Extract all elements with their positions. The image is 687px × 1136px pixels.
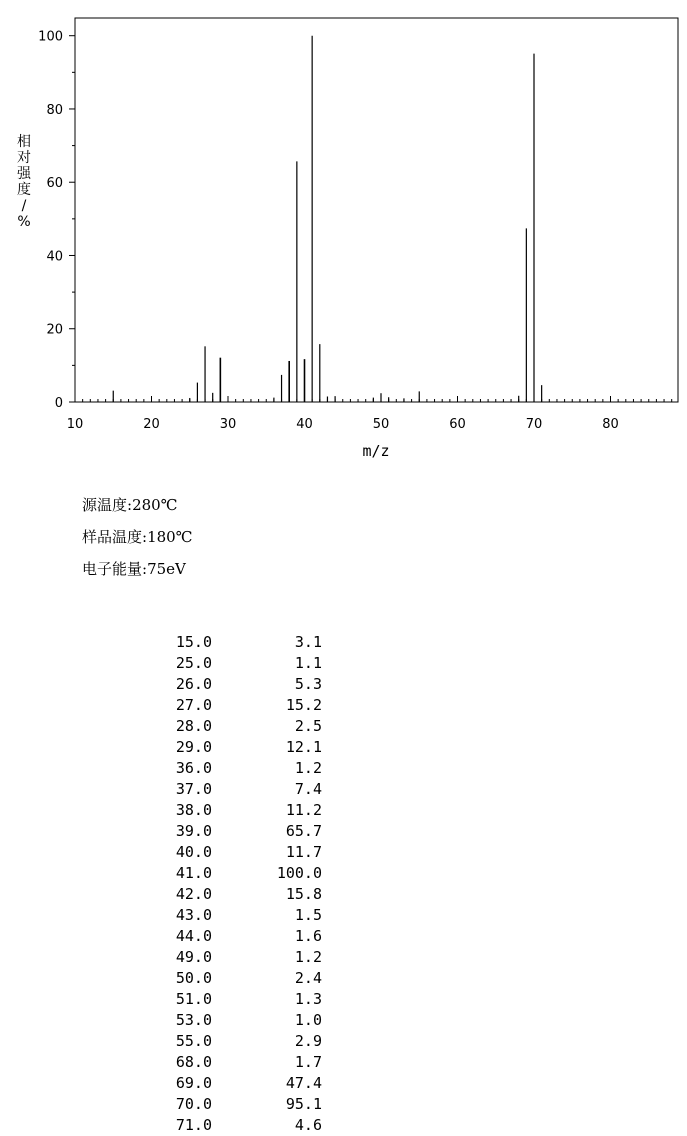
- abundance-cell: 2.5: [294, 717, 322, 735]
- abundance-cell: 4.6: [294, 1116, 322, 1134]
- y-axis: [38, 30, 75, 411]
- abundance-cell: 100.0: [276, 864, 322, 882]
- y-axis-label-char: 强: [17, 166, 31, 182]
- condition-electron-energy: 电子能量:75eV: [82, 560, 186, 578]
- abundance-cell: 7.4: [294, 780, 322, 798]
- y-tick-label: 80: [46, 102, 63, 118]
- abundance-cell: 15.8: [285, 885, 322, 903]
- table-row: [150, 632, 322, 653]
- mz-cell: 25.0: [175, 654, 212, 672]
- mz-cell: 39.0: [175, 822, 212, 840]
- table-row: [150, 1073, 322, 1094]
- condition-value: 75eV: [147, 560, 186, 578]
- table-row: [150, 842, 322, 863]
- abundance-cell: 1.2: [294, 948, 322, 966]
- table-row: [150, 989, 322, 1010]
- mz-cell: 68.0: [175, 1053, 212, 1071]
- abundance-cell: 11.2: [285, 801, 322, 819]
- mz-cell: 44.0: [175, 927, 212, 945]
- y-axis-label-char: 对: [17, 150, 31, 166]
- mz-cell: 42.0: [175, 885, 212, 903]
- mz-cell: 26.0: [175, 675, 212, 693]
- mz-cell: 27.0: [175, 696, 212, 714]
- table-row: [150, 716, 322, 737]
- spectrum-peaks: [113, 36, 541, 402]
- y-axis-label-char: 相: [17, 134, 31, 150]
- condition-sample-temperature: 样品温度:180℃: [82, 528, 193, 546]
- abundance-cell: 2.9: [294, 1032, 322, 1050]
- table-row: [150, 695, 322, 716]
- abundance-cell: 5.3: [294, 675, 322, 693]
- table-row: [150, 674, 322, 695]
- abundance-cell: 65.7: [285, 822, 322, 840]
- x-tick-label: 60: [449, 417, 466, 432]
- condition-value: 180℃: [147, 528, 193, 546]
- abundance-cell: 1.1: [294, 654, 322, 672]
- x-tick-label: 30: [219, 417, 237, 432]
- condition-value: 280℃: [132, 496, 178, 514]
- mass-spectrum-chart: [0, 0, 687, 470]
- plot-frame: [75, 18, 678, 402]
- mz-cell: 49.0: [175, 948, 212, 966]
- abundance-cell: 3.1: [294, 633, 322, 651]
- abundance-cell: 47.4: [285, 1074, 322, 1092]
- abundance-cell: 2.4: [294, 969, 322, 987]
- mz-cell: 71.0: [175, 1116, 212, 1134]
- mz-cell: 36.0: [175, 759, 212, 777]
- table-row: [150, 968, 322, 989]
- x-tick-label: 20: [143, 417, 160, 432]
- mz-cell: 70.0: [175, 1095, 212, 1113]
- table-row: [150, 1052, 322, 1073]
- x-tick-label: 40: [296, 417, 313, 432]
- mz-cell: 15.0: [175, 633, 212, 651]
- y-tick-label: 20: [46, 322, 63, 338]
- table-row: [150, 758, 322, 779]
- abundance-cell: 1.2: [294, 759, 322, 777]
- mz-cell: 40.0: [175, 843, 212, 861]
- table-row: [150, 821, 322, 842]
- mz-cell: 37.0: [175, 780, 212, 798]
- mz-cell: 41.0: [175, 864, 212, 882]
- abundance-cell: 1.3: [294, 990, 322, 1008]
- peak-table: [150, 632, 322, 1136]
- table-row: [150, 653, 322, 674]
- table-row: [150, 947, 322, 968]
- table-row: [150, 905, 322, 926]
- mz-cell: 51.0: [175, 990, 212, 1008]
- abundance-cell: 1.0: [294, 1011, 322, 1029]
- condition-source-temperature: 源温度:280℃: [82, 496, 178, 514]
- table-row: [150, 779, 322, 800]
- x-tick-label: 80: [602, 417, 619, 432]
- mz-cell: 50.0: [175, 969, 212, 987]
- x-tick-label: 50: [372, 417, 390, 432]
- abundance-cell: 1.5: [294, 906, 322, 924]
- condition-label: 源温度: [82, 496, 128, 514]
- abundance-cell: 1.6: [294, 927, 322, 945]
- mz-cell: 28.0: [175, 717, 212, 735]
- table-row: [150, 926, 322, 947]
- condition-label: 电子能量: [82, 560, 143, 578]
- x-tick-label: 10: [66, 417, 84, 432]
- table-row: [150, 800, 322, 821]
- table-row: [150, 737, 322, 758]
- abundance-cell: 15.2: [285, 696, 322, 714]
- table-row: [150, 1010, 322, 1031]
- table-row: [150, 884, 322, 905]
- y-tick-label: 40: [46, 249, 63, 265]
- table-row: [150, 1115, 322, 1136]
- y-axis-label: [17, 133, 32, 230]
- mz-cell: 53.0: [175, 1011, 212, 1029]
- mz-cell: 69.0: [175, 1074, 212, 1092]
- y-tick-label: 60: [46, 176, 63, 192]
- mz-cell: 29.0: [175, 738, 212, 756]
- table-row: [150, 1031, 322, 1052]
- y-tick-label: 100: [38, 29, 63, 45]
- abundance-cell: 12.1: [285, 738, 322, 756]
- y-tick-label: 0: [54, 396, 63, 411]
- x-axis: [67, 396, 672, 432]
- x-tick-label: 70: [525, 417, 543, 432]
- x-axis-label: m/z: [362, 442, 390, 460]
- y-axis-label-char: 度: [17, 182, 31, 198]
- y-axis-label-char: %: [17, 214, 31, 230]
- mz-cell: 43.0: [175, 906, 212, 924]
- table-row: [150, 1094, 322, 1115]
- abundance-cell: 95.1: [285, 1095, 322, 1113]
- mz-cell: 38.0: [175, 801, 212, 819]
- abundance-cell: 11.7: [285, 843, 322, 861]
- abundance-cell: 1.7: [294, 1053, 322, 1071]
- table-row: [150, 863, 322, 884]
- y-axis-label-char: /: [21, 198, 27, 214]
- mz-cell: 55.0: [175, 1032, 212, 1050]
- condition-label: 样品温度: [82, 528, 143, 546]
